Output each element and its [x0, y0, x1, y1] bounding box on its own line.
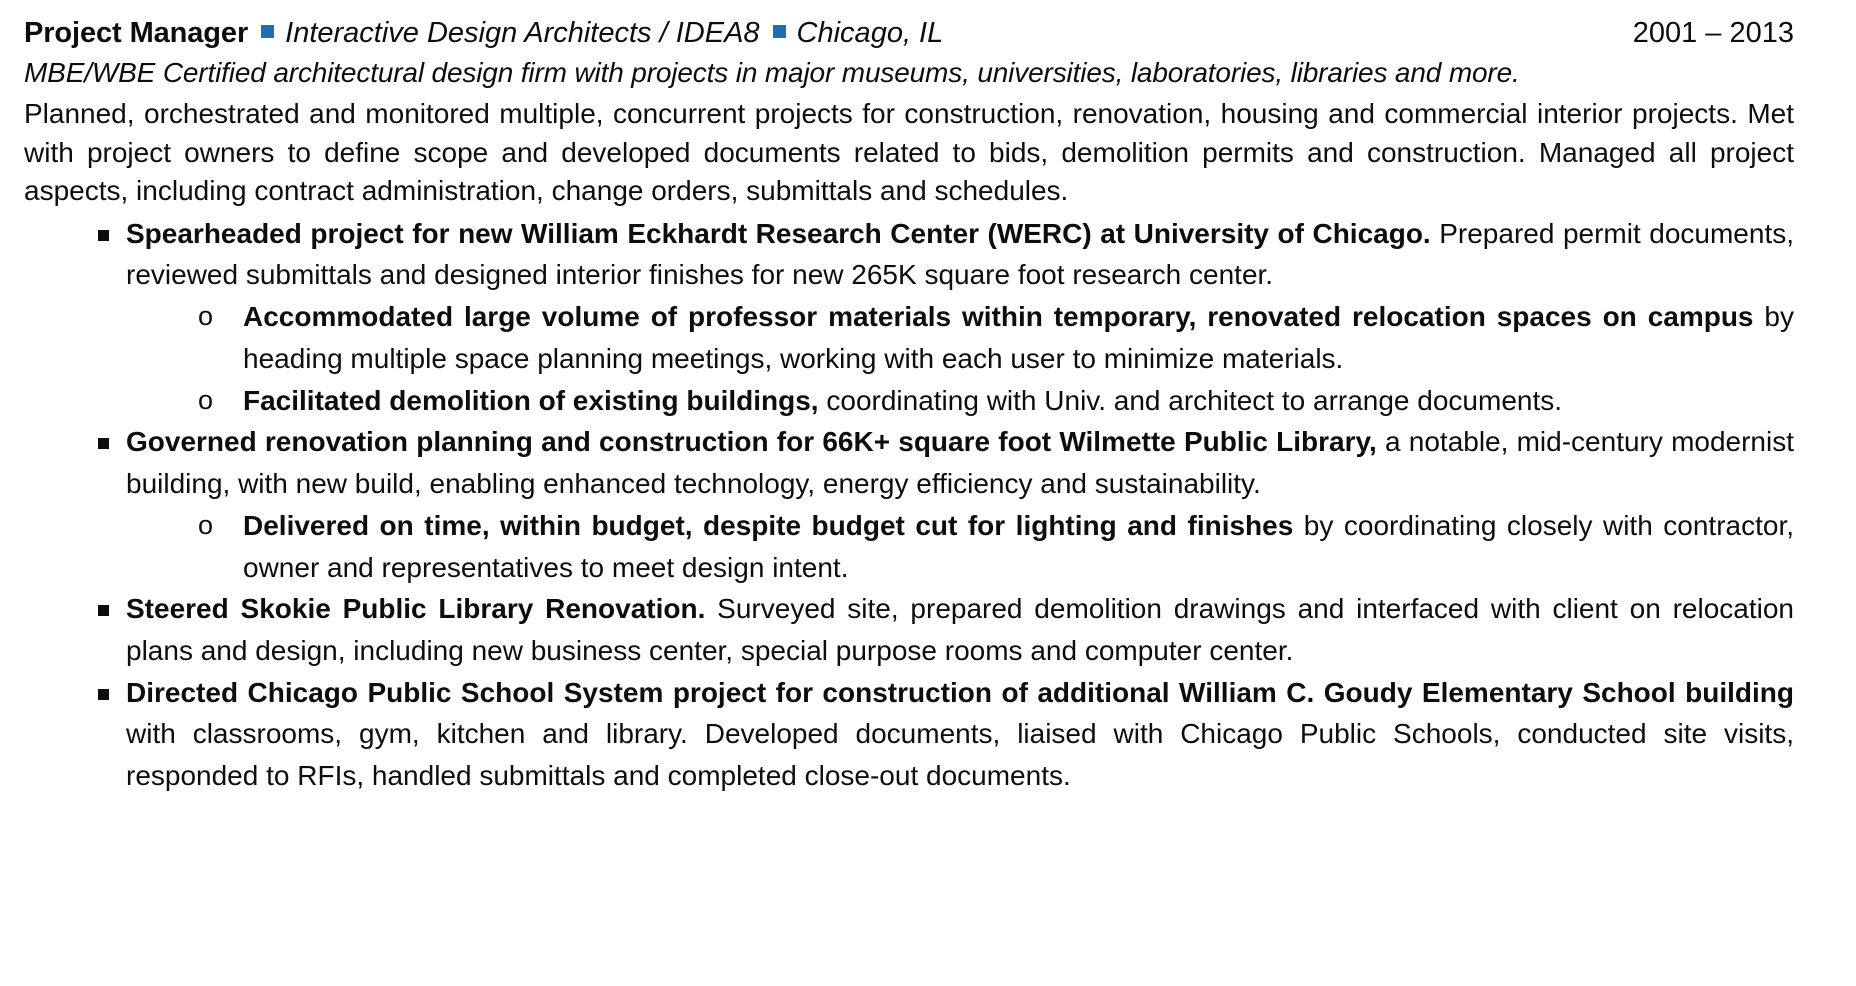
bullet-bold-lead: Delivered on time, within budget, despite budget cut for lighting and finishes: [243, 509, 1294, 541]
job-location: Chicago, IL: [796, 17, 944, 49]
square-separator-icon: [261, 25, 274, 38]
bullet-text: coordinating with Univ. and architect to arrange documents.: [818, 384, 1563, 416]
list-item: [24, 421, 1794, 588]
bullet-bold-lead: Spearheaded project for new William Eckhardt Research Center (WERC) at University of Chicago.: [126, 217, 1431, 249]
circle-bullet-icon: o: [198, 509, 214, 540]
sub-achievement-list: [126, 296, 1794, 421]
list-item: [24, 672, 1794, 797]
list-item: [126, 380, 1794, 422]
bullet-text: by heading multiple space planning meetings, working with each user to minimize materials.: [243, 301, 1794, 374]
list-item: [24, 213, 1794, 422]
bullet-bold-lead: Accommodated large volume of professor materials within temporary, renovated relocation spaces on campus: [243, 301, 1754, 333]
square-bullet-icon: [98, 605, 109, 616]
bullet-text: Surveyed site, prepared demolition drawings and interfaced with client on relocation plans and design, including new business center, special purpose rooms and computer center.: [126, 593, 1794, 666]
job-header-left: [24, 14, 1633, 52]
role-summary: Planned, orchestrated and monitored multiple, concurrent projects for construction, renovation, housing and commercial interior projects. Met with project owners to define scope and developed documents related to bids, demolition permits and construction. Managed all project aspects, including contract administration, change orders, submittals and schedules.: [24, 97, 1794, 207]
job-header: [24, 14, 1794, 52]
bullet-bold-lead: Facilitated demolition of existing buildings,: [243, 384, 819, 416]
sub-achievement-list: [126, 505, 1794, 588]
job-dates: 2001 – 2013: [1632, 17, 1794, 49]
square-separator-icon: [773, 25, 786, 38]
bullet-bold-lead: Directed Chicago Public School System project for construction of additional William C. Goudy Elementary School building: [126, 676, 1794, 708]
square-bullet-icon: [98, 230, 109, 241]
bullet-bold-lead: Steered Skokie Public Library Renovation.: [126, 593, 706, 625]
square-bullet-icon: [98, 438, 109, 449]
achievement-list: [24, 213, 1794, 797]
bullet-bold-lead: Governed renovation planning and construction for 66K+ square foot Wilmette Public Library,: [126, 426, 1377, 458]
circle-bullet-icon: o: [198, 384, 214, 415]
list-item: [24, 588, 1794, 671]
bullet-text: Prepared permit documents, reviewed submittals and designed interior finishes for new 265K square foot research center.: [126, 217, 1794, 291]
list-item: [126, 296, 1794, 379]
bullet-text: a notable, mid-century modernist building, with new build, enabling enhanced technology, energy efficiency and sustainability.: [126, 426, 1795, 500]
circle-bullet-icon: o: [198, 301, 214, 332]
bullet-text: with classrooms, gym, kitchen and library. Developed documents, liaised with Chicago Public Schools, conducted site visits, responded to RFIs, handled submittals and completed close-out documents.: [126, 718, 1794, 792]
square-bullet-icon: [98, 689, 109, 700]
list-item: [126, 505, 1794, 588]
firm-description: MBE/WBE Certified architectural design firm with projects in major museums, universities, laboratories, libraries and more.: [24, 57, 1520, 89]
bullet-text: by coordinating closely with contractor, owner and representatives to meet design intent.: [243, 509, 1794, 583]
job-title: Project Manager: [24, 17, 249, 49]
job-organization: Interactive Design Architects / IDEA8: [285, 17, 760, 49]
